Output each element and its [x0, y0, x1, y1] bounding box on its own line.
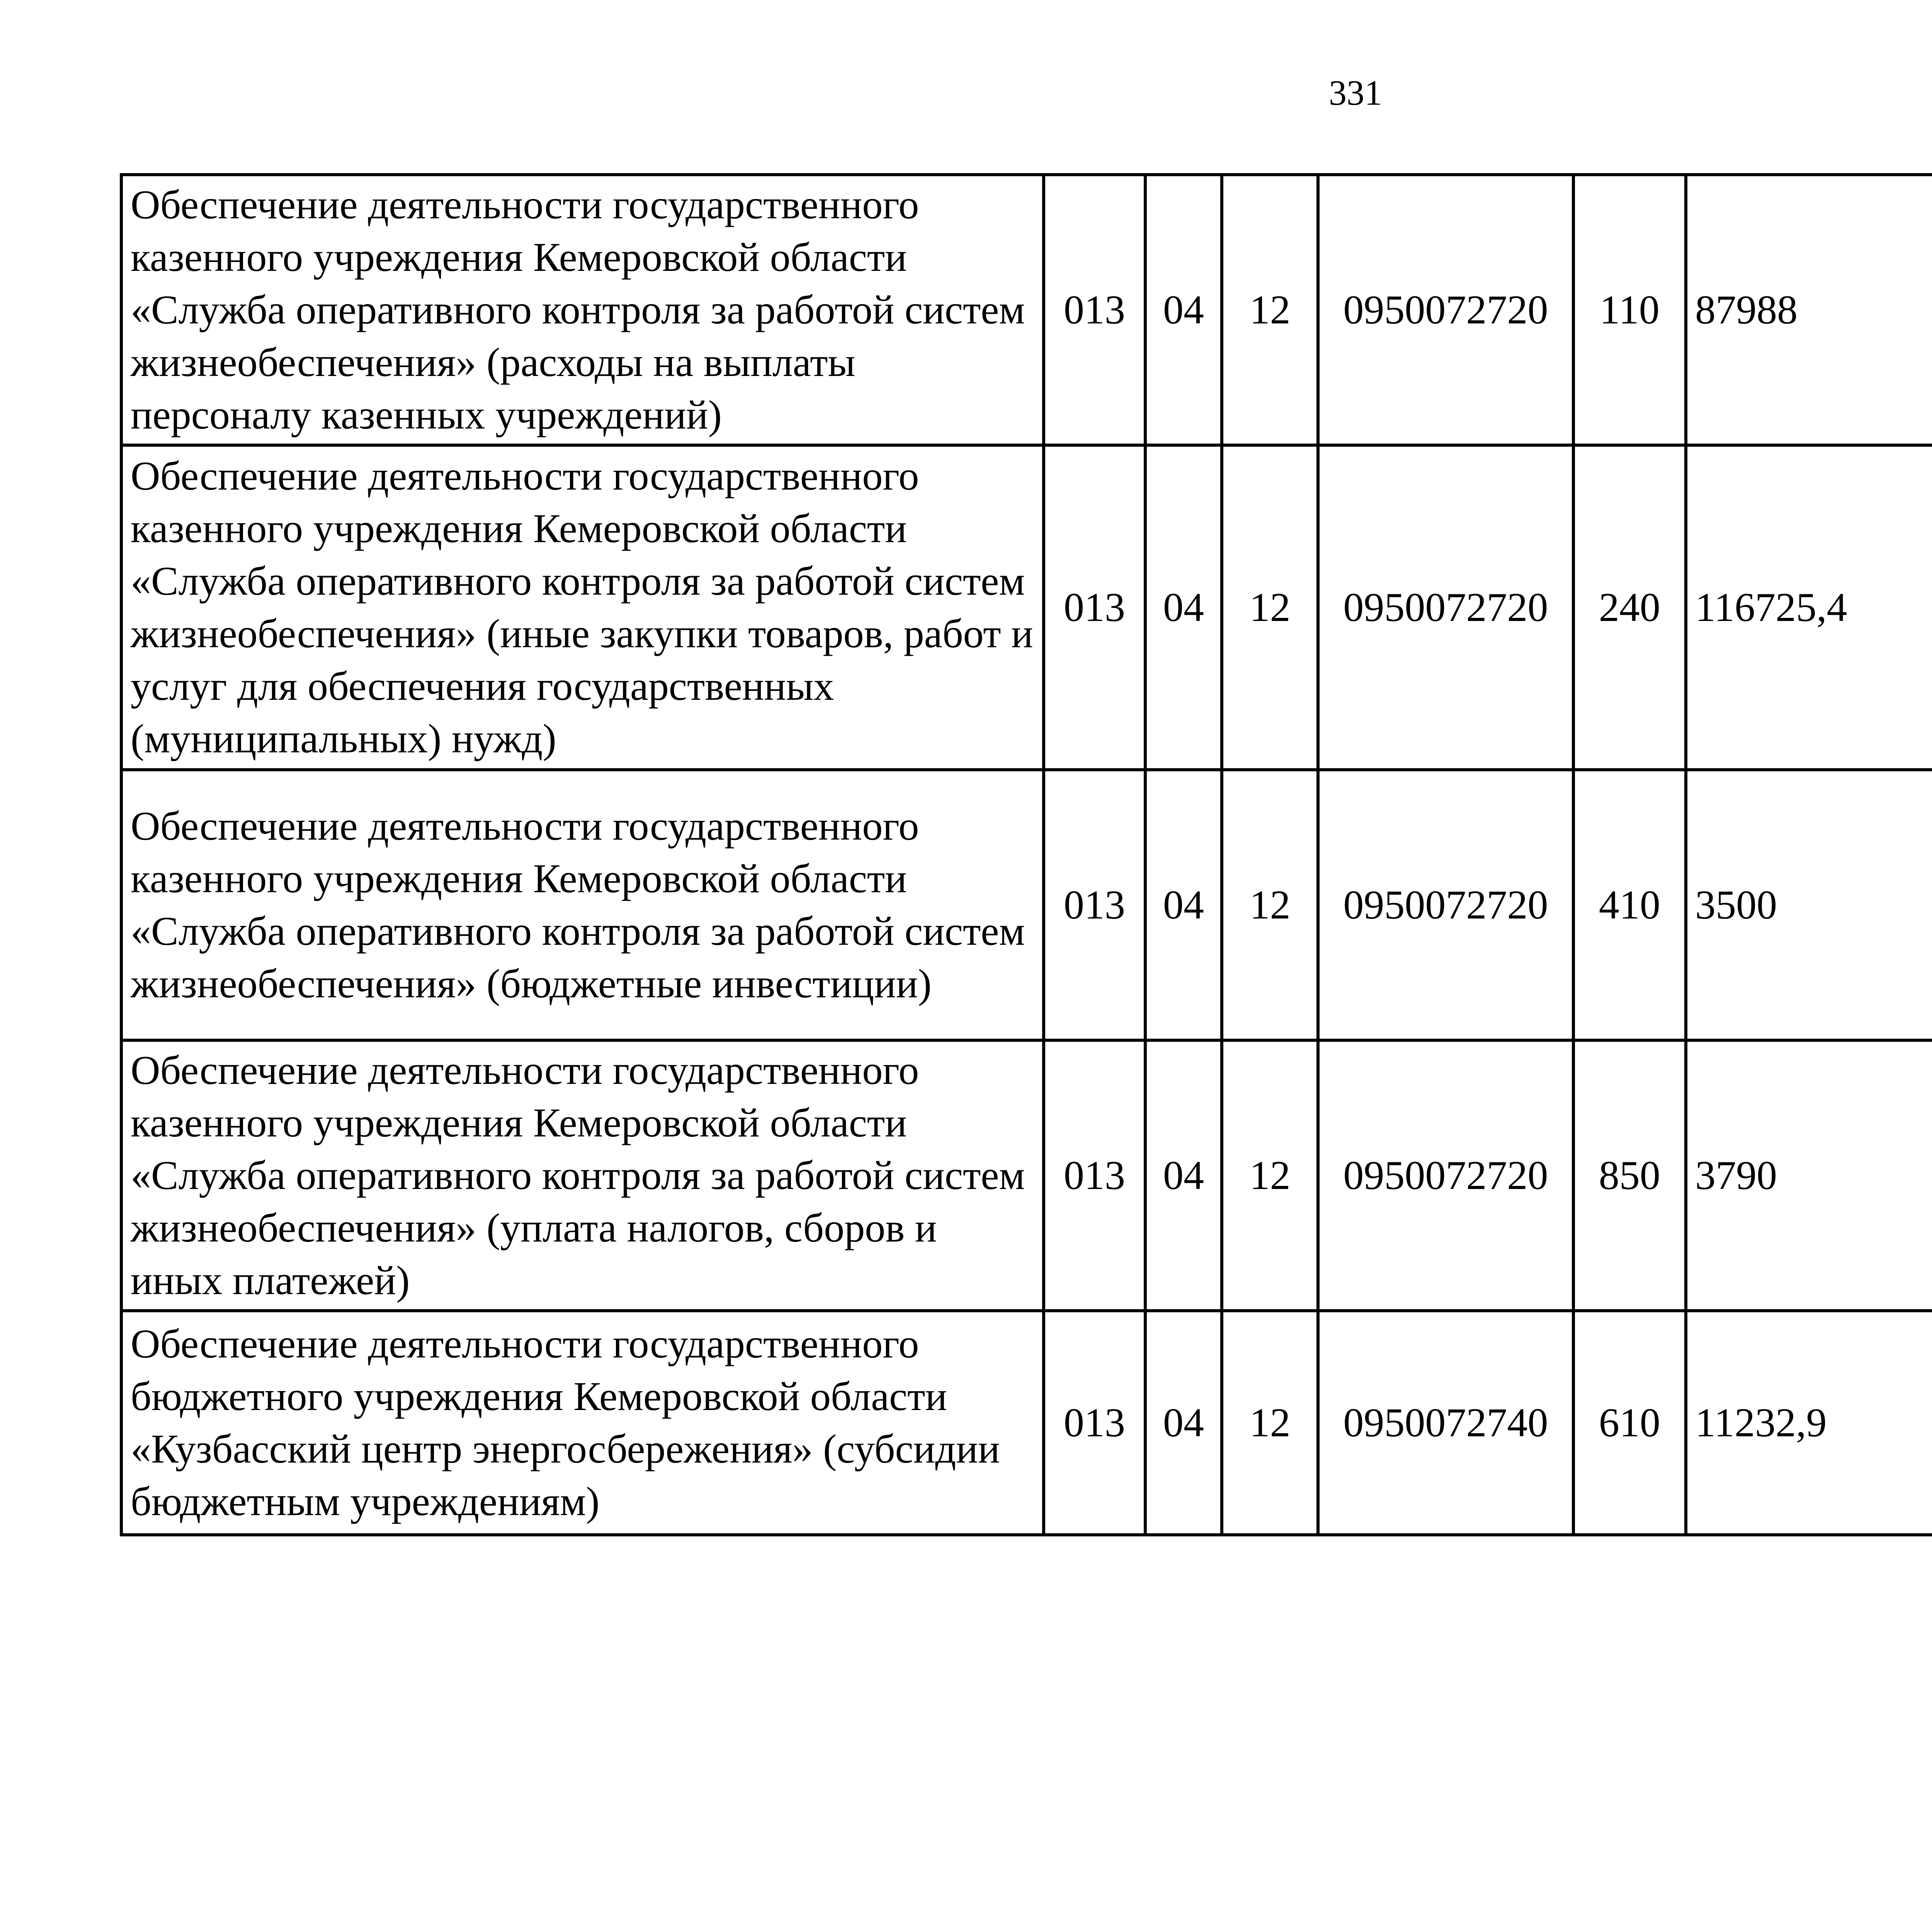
- amount-year-1: 11232,9: [1686, 1311, 1932, 1535]
- row-description: Обеспечение деятельности государственного бюджетного учреждения Кемеровской области «Кузбасский центр энергосбережения» (субсидии бюджетным учреждениям): [121, 1311, 1044, 1535]
- target-article-code: 0950072720: [1318, 1040, 1573, 1311]
- subsection-code: 12: [1222, 175, 1318, 445]
- expense-type-code: 610: [1573, 1311, 1686, 1535]
- section-code: 04: [1145, 1311, 1222, 1535]
- section-code: 04: [1145, 175, 1222, 445]
- ministry-code: 013: [1044, 175, 1145, 445]
- budget-table: [120, 173, 1932, 1536]
- subsection-code: 12: [1222, 770, 1318, 1040]
- table-row: [121, 175, 1932, 445]
- target-article-code: 0950072720: [1318, 175, 1573, 445]
- row-description: Обеспечение деятельности государственного казенного учреждения Кемеровской области «Служба оперативного контроля за работой систем жизнеобеспечения» (бюджетные инвестиции): [121, 770, 1044, 1040]
- expense-type-code: 850: [1573, 1040, 1686, 1311]
- amount-year-1: 116725,4: [1686, 445, 1932, 770]
- subsection-code: 12: [1222, 1311, 1318, 1535]
- section-code: 04: [1145, 1040, 1222, 1311]
- row-description: Обеспечение деятельности государственного казенного учреждения Кемеровской области «Служба оперативного контроля за работой систем жизнеобеспечения» (уплата налогов, сборов и иных платежей): [121, 1040, 1044, 1311]
- subsection-code: 12: [1222, 1040, 1318, 1311]
- row-description: Обеспечение деятельности государственного казенного учреждения Кемеровской области «Служба оперативного контроля за работой систем жизнеобеспечения» (расходы на выплаты персоналу казенных учреждений): [121, 175, 1044, 445]
- row-description: Обеспечение деятельности государственного казенного учреждения Кемеровской области «Служба оперативного контроля за работой систем жизнеобеспечения» (иные закупки товаров, работ и услуг для обеспечения государственных (муниципальных) нужд): [121, 445, 1044, 770]
- amount-year-1: 3500: [1686, 770, 1932, 1040]
- target-article-code: 0950072720: [1318, 445, 1573, 770]
- table-row: [121, 445, 1932, 770]
- expense-type-code: 240: [1573, 445, 1686, 770]
- amount-year-1: 87988: [1686, 175, 1932, 445]
- amount-year-1: 3790: [1686, 1040, 1932, 1311]
- page-number: 331: [1329, 73, 1382, 112]
- ministry-code: 013: [1044, 1311, 1145, 1535]
- section-code: 04: [1145, 445, 1222, 770]
- target-article-code: 0950072720: [1318, 770, 1573, 1040]
- table-row: [121, 1311, 1932, 1535]
- expense-type-code: 410: [1573, 770, 1686, 1040]
- ministry-code: 013: [1044, 770, 1145, 1040]
- section-code: 04: [1145, 770, 1222, 1040]
- ministry-code: 013: [1044, 1040, 1145, 1311]
- subsection-code: 12: [1222, 445, 1318, 770]
- target-article-code: 0950072740: [1318, 1311, 1573, 1535]
- table-row: [121, 1040, 1932, 1311]
- ministry-code: 013: [1044, 445, 1145, 770]
- table-row: [121, 770, 1932, 1040]
- expense-type-code: 110: [1573, 175, 1686, 445]
